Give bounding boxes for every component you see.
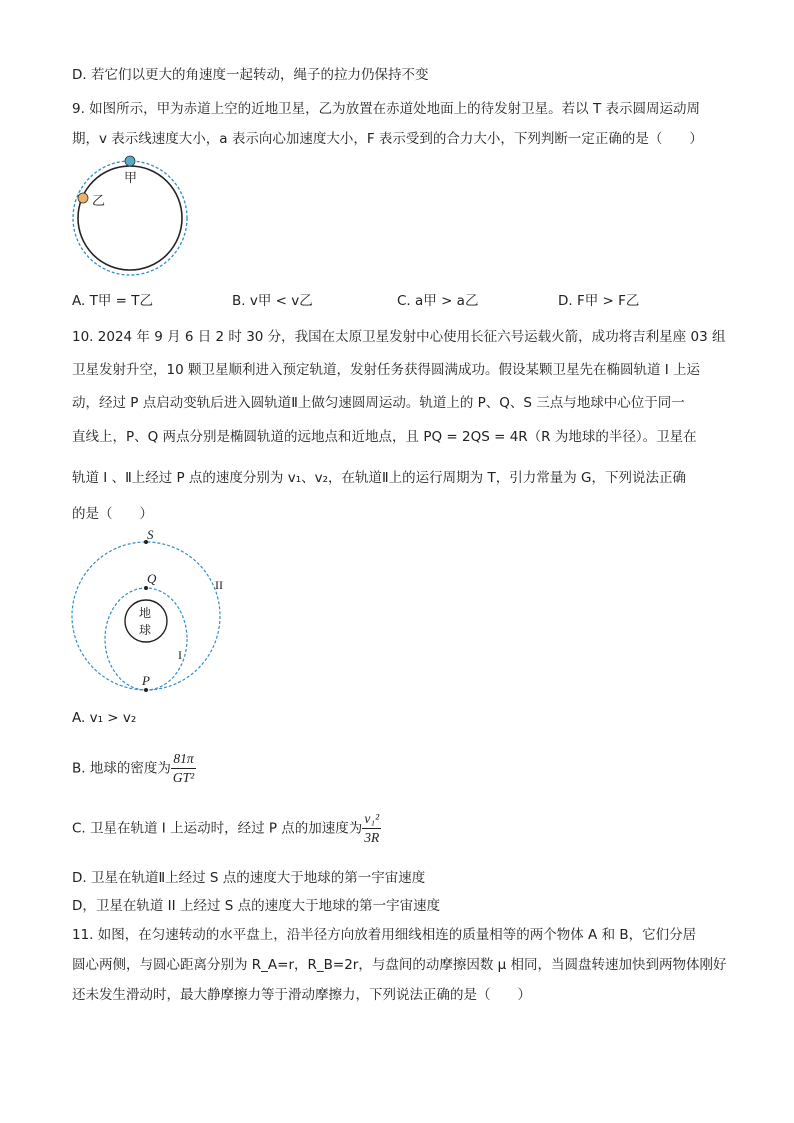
q11-stem-line3: 还未发生滑动时，最大静摩擦力等于滑动摩擦力，下列说法正确的是（ ） [72, 987, 531, 1003]
label-s: S [147, 527, 154, 542]
point-q [144, 586, 148, 590]
q10-option-b-text: B. 地球的密度为 [72, 760, 171, 777]
earth-label-2: 球 [139, 623, 152, 637]
q9-stem-line2: 期，v 表示线速度大小，a 表示向心加速度大小，F 表示受到的合力大小，下列判断一定正确的是（ ） [72, 131, 703, 147]
q11-stem-line1: 11. 如图，在匀速转动的水平盘上，沿半径方向放着用细线相连的质量相等的两个物体 A 和 B，它们分居 [72, 927, 697, 943]
q10-stem-line1: 10. 2024 年 9 月 6 日 2 时 30 分，我国在太原卫星发射中心使用长征六号运载火箭，成功将吉利星座 03 组 [72, 329, 726, 345]
q10-option-d: D. 卫星在轨道Ⅱ上经过 S 点的速度大于地球的第一宇宙速度 [72, 870, 426, 886]
acceleration-fraction [362, 810, 381, 847]
label-jia: 甲 [124, 170, 138, 185]
q10-stem-line5: 轨道 I 、Ⅱ上经过 P 点的速度分别为 v₁、v₂，在轨道Ⅱ上的运行周期为 T，引力常量为 G，下列说法正确 [72, 470, 686, 486]
q9-option-b: B. v甲 < v乙 [232, 293, 313, 309]
earth-label-1: 地 [139, 606, 152, 620]
q10-option-c [72, 810, 381, 847]
q11-stem-line2: 圆心两侧，与圆心距离分别为 R_A=r，R_B=2r，与盘间的动摩擦因数 μ 相同，当圆盘转速加快到两物体刚好 [72, 957, 727, 973]
q8-option-d: D. 若它们以更大的角速度一起转动，绳子的拉力仍保持不变 [72, 67, 429, 83]
satellite-yi [78, 193, 88, 203]
q9-option-c: C. a甲 > a乙 [397, 293, 479, 309]
label-p: P [142, 673, 150, 688]
density-fraction [171, 750, 196, 787]
q10-stem-line6: 的是（ ） [72, 506, 153, 522]
q9-figure [68, 152, 198, 282]
q10-option-d-duplicate: D，卫星在轨道 II 上经过 S 点的速度大于地球的第一宇宙速度 [72, 898, 441, 914]
label-q: Q [147, 571, 157, 586]
q10-stem-line4: 直线上，P、Q 两点分别是椭圆轨道的远地点和近地点，且 PQ = 2QS = 4R（R 为地球的半径）。卫星在 [72, 429, 697, 445]
density-denominator: GT² [172, 770, 195, 785]
q10-stem-line3: 动，经过 P 点启动变轨后进入圆轨道Ⅱ上做匀速圆周运动。轨道上的 P、Q、S 三点与地球中心位于同一 [72, 395, 685, 411]
point-p [144, 688, 148, 692]
label-orbit-ii: II [215, 578, 223, 592]
q10-stem-line2: 卫星发射升空，10 颗卫星顺利进入预定轨道，发射任务获得圆满成功。假设某颗卫星先在椭圆轨道 I 上运 [72, 362, 701, 378]
q10-option-a: A. v₁ > v₂ [72, 710, 137, 726]
acceleration-denominator: 3R [364, 830, 380, 845]
q10-option-c-text: C. 卫星在轨道 I 上运动时，经过 P 点的加速度为 [72, 820, 363, 837]
q9-option-d: D. F甲 > F乙 [558, 293, 640, 309]
acceleration-numerator: v₁² [362, 810, 381, 829]
label-yi: 乙 [92, 193, 106, 208]
q9-option-a: A. T甲 = T乙 [72, 293, 153, 309]
q10-option-b [72, 750, 196, 787]
label-orbit-i: I [178, 648, 182, 662]
density-numerator: 81π [171, 750, 196, 769]
q10-figure [68, 525, 238, 700]
q9-stem-line1: 9. 如图所示，甲为赤道上空的近地卫星，乙为放置在赤道处地面上的待发射卫星。若以 T 表示圆周运动周 [72, 101, 700, 117]
satellite-jia [125, 156, 135, 166]
